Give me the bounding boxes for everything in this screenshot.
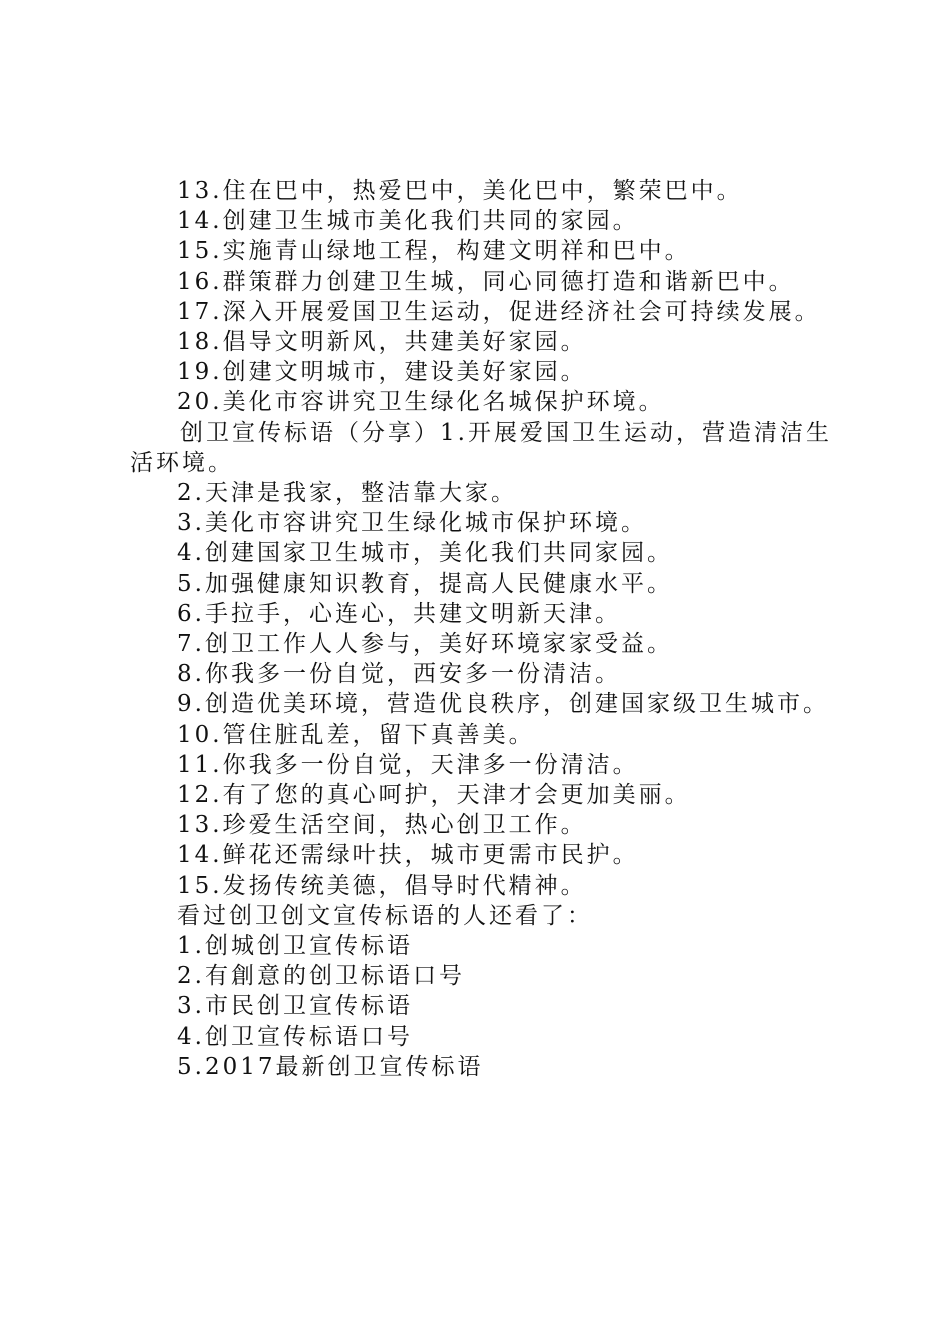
list-item: 15.发扬传统美德，倡导时代精神。 bbox=[177, 872, 587, 899]
list-item: 9.创造优美环境，营造优良秩序，创建国家级卫生城市。 bbox=[177, 691, 829, 718]
list-item: 14.创建卫生城市美化我们共同的家园。 bbox=[177, 208, 639, 235]
related-link[interactable]: 5.2017最新创卫宣传标语 bbox=[177, 1053, 484, 1080]
related-link[interactable]: 4.创卫宣传标语口号 bbox=[177, 1023, 413, 1050]
list-item: 5.加强健康知识教育，提高人民健康水平。 bbox=[177, 570, 673, 597]
list-item: 6.手拉手，心连心，共建文明新天津。 bbox=[177, 600, 621, 627]
related-link[interactable]: 2.有創意的创卫标语口号 bbox=[177, 963, 465, 990]
list-item: 13.珍爱生活空间，热心创卫工作。 bbox=[177, 812, 587, 839]
list-item: 11.你我多一份自觉，天津多一份清洁。 bbox=[177, 751, 639, 778]
list-item: 14.鲜花还需绿叶扶，城市更需市民护。 bbox=[177, 842, 639, 869]
list-item: 10.管住脏乱差，留下真善美。 bbox=[177, 721, 535, 748]
section-heading: 创卫宣传标语（分享）1.开展爱国卫生运动，营造清洁生活环境。 bbox=[130, 419, 832, 476]
list-item: 3.美化市容讲究卫生绿化城市保护环境。 bbox=[177, 510, 647, 537]
document-body bbox=[130, 176, 835, 1082]
list-item: 4.创建国家卫生城市，美化我们共同家园。 bbox=[177, 540, 673, 567]
related-link[interactable]: 1.创城创卫宣传标语 bbox=[177, 933, 413, 960]
list-item: 18.倡导文明新风，共建美好家园。 bbox=[177, 329, 587, 356]
list-item: 7.创卫工作人人参与，美好环境家家受益。 bbox=[177, 631, 673, 658]
list-item: 12.有了您的真心呵护，天津才会更加美丽。 bbox=[177, 782, 691, 809]
list-item: 16.群策群力创建卫生城，同心同德打造和谐新巴中。 bbox=[177, 268, 795, 295]
list-item: 15.实施青山绿地工程，构建文明祥和巴中。 bbox=[177, 238, 691, 265]
related-heading: 看过创卫创文宣传标语的人还看了： bbox=[177, 902, 593, 929]
list-item: 17.深入开展爱国卫生运动，促进经济社会可持续发展。 bbox=[177, 298, 821, 325]
list-item: 19.创建文明城市，建设美好家园。 bbox=[177, 359, 587, 386]
list-item: 20.美化市容讲究卫生绿化名城保护环境。 bbox=[177, 389, 665, 416]
list-item: 8.你我多一份自觉，西安多一份清洁。 bbox=[177, 661, 621, 688]
list-item: 2.天津是我家，整洁靠大家。 bbox=[177, 480, 517, 507]
related-link[interactable]: 3.市民创卫宣传标语 bbox=[177, 993, 413, 1020]
list-item: 13.住在巴中，热爱巴中，美化巴中，繁荣巴中。 bbox=[177, 178, 743, 204]
